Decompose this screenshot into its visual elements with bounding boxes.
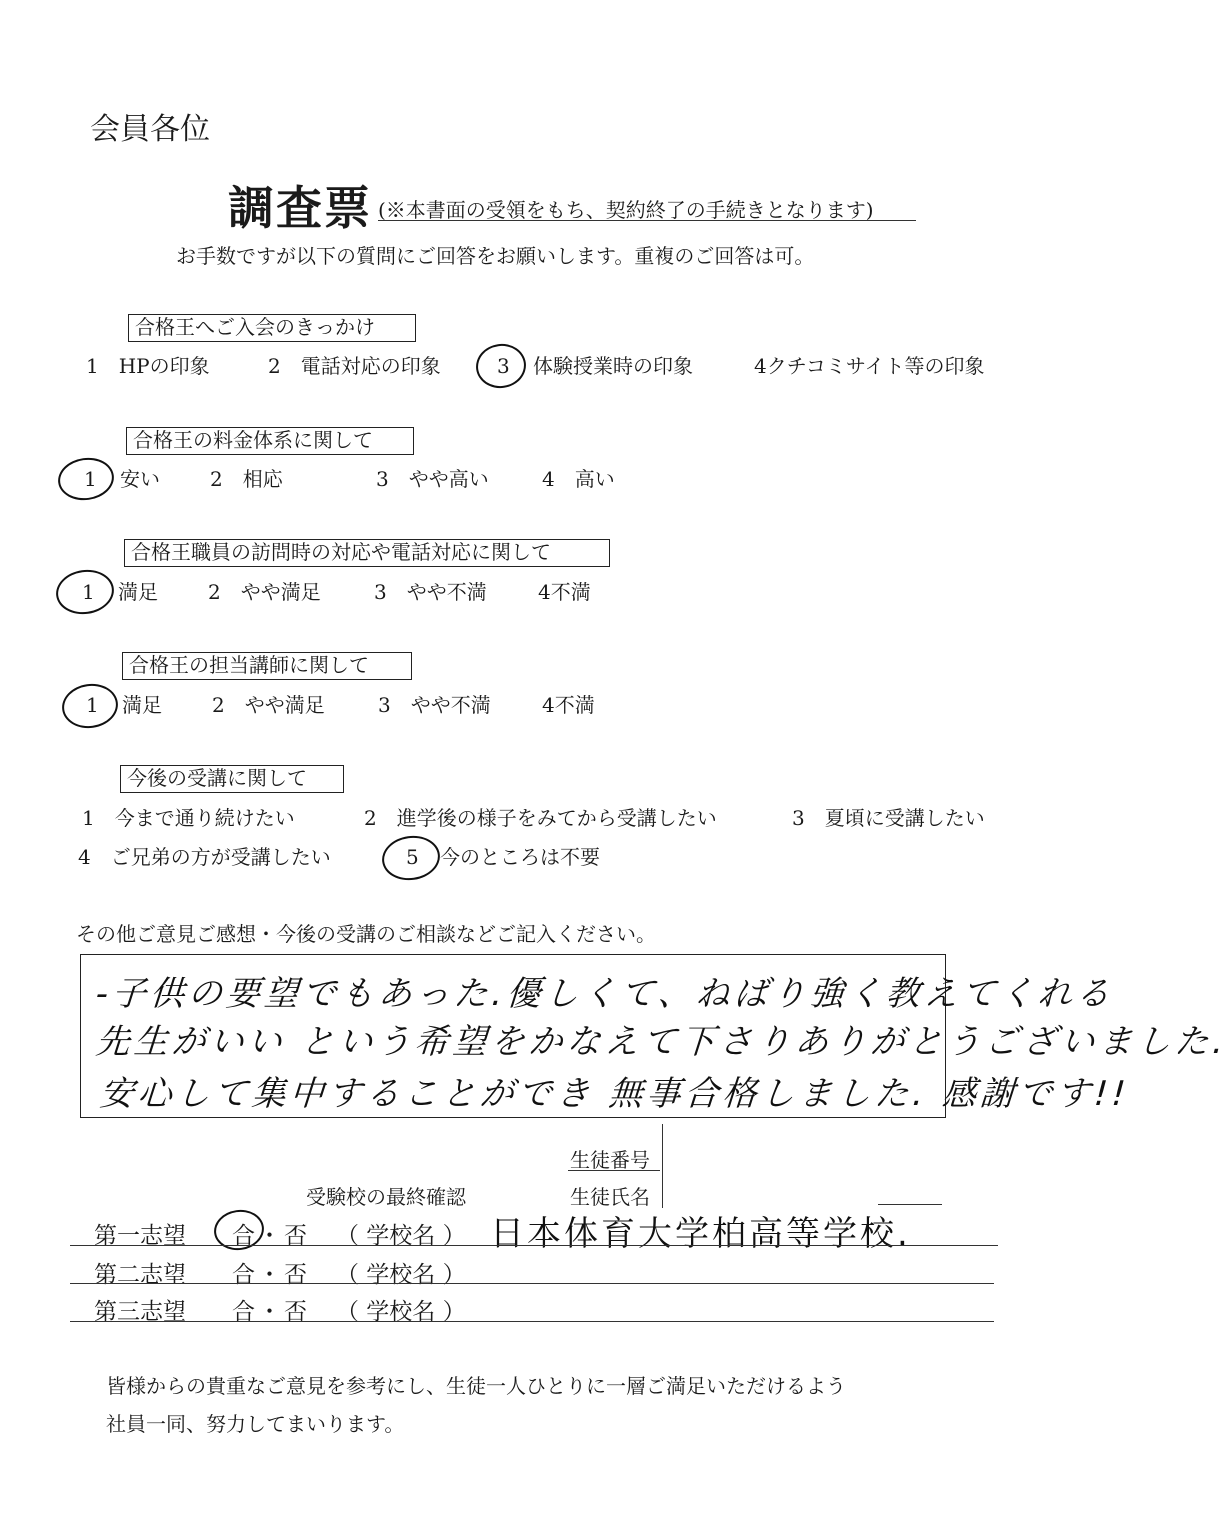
option: 1 HPの印象 (86, 354, 210, 378)
title-note-underline (378, 220, 916, 221)
option: 安い (120, 467, 160, 491)
option: 4不満 (542, 693, 595, 717)
student-info-divider (662, 1124, 663, 1208)
fail-option: 否 (284, 1262, 307, 1288)
option: 今のところは不要 (440, 845, 600, 869)
option: 1 今まで通り続けたい (82, 806, 295, 830)
student-number-label: 生徒番号 (570, 1148, 650, 1172)
comment-line: -子供の要望でもあった.優しくて、ねばり強く教えてくれる (94, 974, 1116, 1014)
school-label: （ 学校名 ） (336, 1299, 466, 1325)
student-name-label: 生徒氏名 (570, 1185, 650, 1209)
comment-line: 先生がいい という希望をかなえて下さりありがとうございました. (94, 1022, 1229, 1062)
option: 4 高い (542, 467, 615, 491)
fail-option: 否 (284, 1299, 307, 1325)
page-title: 調査票 (228, 181, 372, 235)
choice-label: 第一志望 (94, 1223, 186, 1249)
question-label: 合格王へご入会のきっかけ (128, 314, 416, 342)
student-number-field[interactable] (662, 1140, 942, 1170)
exam-heading: 受験校の最終確認 (306, 1185, 466, 1209)
option: 体験授業時の印象 (533, 354, 693, 378)
row-line (70, 1245, 998, 1246)
option: 3 夏頃に受講したい (792, 806, 985, 830)
pass-option: 合 (232, 1223, 255, 1249)
comment-line: 安心して集中することができ 無事合格しました. 感謝です!! (98, 1074, 1131, 1114)
option-number: 1 (84, 467, 97, 491)
fail-option: 否 (284, 1223, 307, 1249)
option: 2 相応 (210, 467, 283, 491)
option-number: 3 (497, 354, 510, 378)
student-name-field[interactable] (662, 1176, 942, 1206)
option-number: 1 (86, 693, 99, 717)
closing-line: 皆様からの貴重なご意見を参考にし、生徒一人ひとりに一層ご満足いただけるよう (106, 1374, 846, 1398)
option: 2 電話対応の印象 (268, 354, 441, 378)
choice-label: 第二志望 (94, 1262, 186, 1288)
closing-line: 社員一同、努力してまいります。 (106, 1412, 405, 1436)
question-label: 合格王の料金体系に関して (126, 427, 414, 455)
question-label: 合格王の担当講師に関して (122, 652, 412, 680)
row-line (70, 1321, 994, 1322)
option: 満足 (118, 580, 158, 604)
school-label: （ 学校名 ） (336, 1223, 466, 1249)
addressee: 会員各位 (90, 112, 210, 147)
question-label: 合格王職員の訪問時の対応や電話対応に関して (124, 539, 610, 567)
pass-option: 合 (232, 1299, 255, 1325)
option: 3 やや不満 (378, 693, 491, 717)
row-line (70, 1283, 994, 1284)
option: 4 ご兄弟の方が受講したい (78, 845, 331, 869)
option: 2 進学後の様子をみてから受講したい (364, 806, 717, 830)
instructions: お手数ですが以下の質問にご回答をお願いします。重複のご回答は可。 (176, 244, 815, 268)
option: 2 やや満足 (208, 580, 321, 604)
option-number: 5 (406, 845, 419, 869)
pass-option: 合 (232, 1262, 255, 1288)
school-name: 日本体育大学柏高等学校. (490, 1214, 911, 1254)
choice-label: 第三志望 (94, 1299, 186, 1325)
option: 3 やや不満 (374, 580, 487, 604)
dot: ・ (258, 1262, 281, 1288)
student-number-line (568, 1170, 660, 1171)
question-label: 今後の受講に関して (120, 765, 344, 793)
title-note: (※本書面の受領をもち、契約終了の手続きとなります) (378, 198, 874, 222)
dot: ・ (258, 1299, 281, 1325)
option: 4クチコミサイト等の印象 (754, 354, 985, 378)
school-label: （ 学校名 ） (336, 1262, 466, 1288)
option-number: 1 (82, 580, 95, 604)
dot: ・ (258, 1223, 281, 1249)
option: 3 やや高い (376, 467, 489, 491)
option: 2 やや満足 (212, 693, 325, 717)
comments-prompt: その他ご意見ご感想・今後の受講のご相談などご記入ください。 (76, 922, 656, 946)
option: 満足 (122, 693, 162, 717)
option: 4不満 (538, 580, 591, 604)
